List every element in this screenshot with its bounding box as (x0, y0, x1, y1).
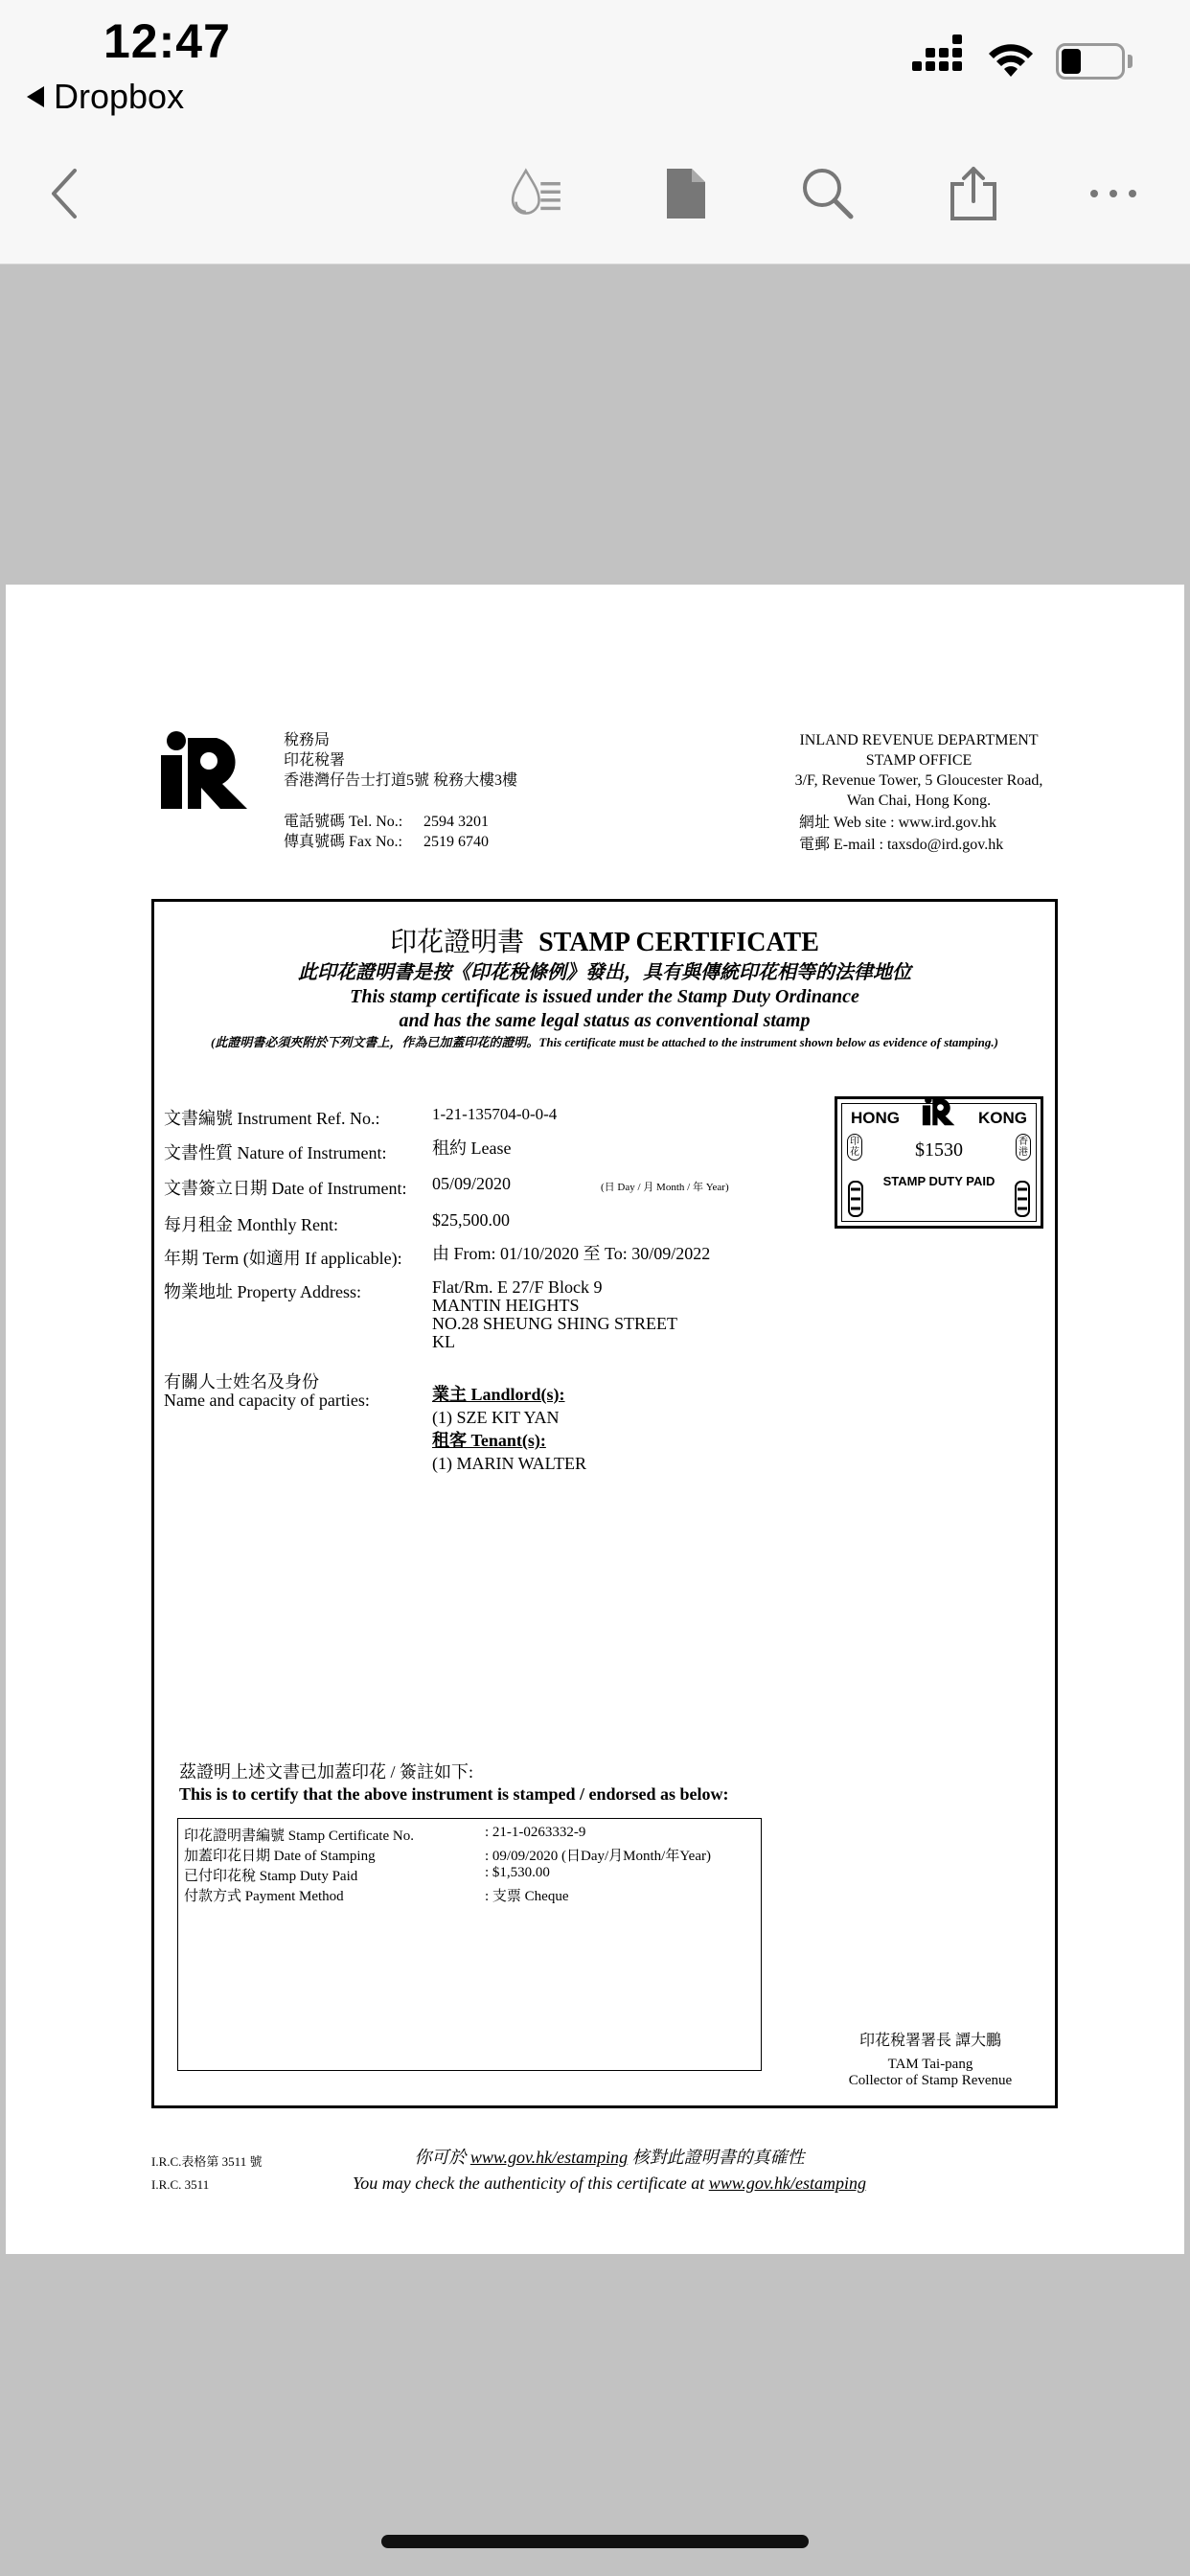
wifi-icon (987, 42, 1035, 80)
estamping-link[interactable]: www.gov.hk/estamping (708, 2174, 867, 2193)
stamp-ornament-icon (847, 1180, 864, 1218)
stamp-ornament-icon (1014, 1180, 1031, 1218)
stamp-logo-icon (922, 1095, 956, 1126)
detail-row: 付款方式 Payment Method : 支票 Cheque (184, 1889, 569, 1904)
authenticity-note: 你可於 www.gov.hk/estamping 核對此證明書的真確性 You may check the authenticity of this certificate at www.gov.hk/estamping (352, 2148, 867, 2193)
ird-logo (159, 728, 251, 811)
search-icon[interactable] (799, 163, 857, 224)
address-lines: Flat/Rm. E 27/F Block 9 MANTIN HEIGHTS NO.28 SHEUNG SHING STREET KL (432, 1277, 677, 1351)
tenant-name: (1) MARIN WALTER (432, 1454, 586, 1473)
tel-row: 電話號碼 Tel. No.: 2594 3201 (284, 814, 489, 830)
address-en-line1: 3/F, Revenue Tower, 5 Gloucester Road, (794, 772, 1043, 789)
collector-signature: 印花稅署署長 譚大鵬 TAM Tai-pang Collector of Stamp Revenue (848, 2033, 1013, 2088)
detail-row: 加蓋印花日期 Date of Stamping : 09/09/2020 (日Day/月Month/年Year) (184, 1849, 711, 1864)
landlord-name: (1) SZE KIT YAN (432, 1408, 560, 1427)
fax-row: 傳真號碼 Fax No.: 2519 6740 (284, 834, 489, 850)
estamping-link[interactable]: www.gov.hk/estamping (469, 2148, 629, 2167)
status-icons (912, 42, 1133, 80)
more-icon[interactable] (1085, 163, 1142, 224)
document-icon[interactable] (657, 163, 715, 224)
stamping-details-box (177, 1818, 762, 2071)
form-number: I.R.C.表格第 3511 號 I.R.C. 3511 (151, 2154, 263, 2192)
tenant-heading: 租客 Tenant(s): (432, 1431, 546, 1450)
markup-icon[interactable] (508, 163, 565, 224)
dept-name-en: INLAND REVENUE DEPARTMENT (799, 732, 1039, 748)
certify-statement: 茲證明上述文書已加蓋印花 / 簽註如下: This is to certify that the above instrument is stamped / endorsed as below: (179, 1762, 729, 1804)
email-line: 電郵 E-mail : taxsdo@ird.gov.hk (799, 837, 1004, 853)
status-time: 12:47 (103, 14, 231, 68)
certificate-note: (此證明書必須夾附於下列文書上，作為已加蓋印花的證明。This certificate must be attached to the instrument shown below as evidence of stamping.) (211, 1035, 998, 1049)
dept-name-cn: 稅務局 (284, 732, 331, 748)
landlord-heading: 業主 Landlord(s): (432, 1385, 565, 1404)
header-address-cn (284, 730, 517, 852)
battery-icon (1056, 43, 1133, 80)
detail-row: 已付印花稅 Stamp Duty Paid : $1,530.00 (184, 1865, 550, 1884)
office-name-cn: 印花稅署 (284, 752, 346, 769)
detail-row: 印花證明書編號 Stamp Certificate No. : 21-1-0263332-9 (184, 1825, 586, 1844)
back-triangle-icon (27, 86, 44, 107)
back-app-label: Dropbox (54, 77, 185, 116)
stamp-duty-paid-seal: HONG KONG 印花 香港 $1530 STAMP DUTY PAID (835, 1096, 1043, 1229)
back-chevron-icon[interactable] (34, 163, 92, 224)
home-indicator[interactable] (381, 2535, 809, 2548)
website-line: 網址 Web site : www.ird.gov.hk (799, 815, 996, 831)
certificate-subtitle: 此印花證明書是按《印花稅條例》發出，具有與傳統印花相等的法律地位 This stamp certificate is issued under the Stamp Duty Ordinance and has the same legal status as conventional stamp (298, 962, 911, 1031)
address-cn: 香港灣仔告士打道5號 稅務大樓3樓 (284, 772, 518, 789)
address-en-line2: Wan Chai, Hong Kong. (846, 793, 992, 809)
certificate-title: 印花證明書 STAMP CERTIFICATE (390, 928, 819, 957)
header-address-en (744, 730, 1094, 855)
document-page[interactable] (6, 585, 1184, 2254)
stamp-certificate: 印花證明書 STAMP CERTIFICATE 此印花證明書是按《印花稅條例》發出，具有與傳統印花相等的法律地位 This stamp certificate is issued under the Stamp Duty Ordinance and has the same legal status as conventional stamp (此證明書必須夾附於下列文書上，作為已加蓋印花的證明。This certificate must be attached to the instrument shown below as evidence of stamping.) 文書編號 Instrument Ref. No.: 1-21-135704-0-0-4 文書性質 Nature of Instrument: 租約 Lease 文書簽立日期 Date of Instrument: 05/09/2020 (日 Day / 月 Month / 年 Year) 每月租金 Monthly Rent: $25,500.00 年期 Term (如適用 If applicable): 由 From: 01/10/2020 至 To: 30/09/2022 物業地址 Property Address: Flat/Rm. E 27/F Block 9 MANTIN HEIGHTS NO.28 SHEUNG SHING STREET KL 有關人士姓名及身份 Name and capacity of parties: 業主 Landlord(s): (1) SZE KIT YAN 租客 Tenant(s): (1) MARIN WALTER HONG KONG 印花 香港 $1530 STAMP DUTY PAID 茲證明上述文書已加蓋印花 / 簽註如下: This is to certify that the above instrument is stamped / endorsed as below: 印花證明書編號 Stamp Certificate No. : 21-1-0263332-9 加蓋印花日期 Date of Stamping : 09/09/2020 (日Day/月Month/年Year) 已付印花稅 Stamp Duty Paid : $1,530.00 付款方式 Payment Method : 支票 Cheque 印花稅署署長 譚大鵬 TAM Tai-pang Collector of Stamp Revenue (151, 899, 1058, 2108)
top-bar (0, 0, 1190, 264)
cellular-signal-icon (912, 42, 966, 80)
office-name-en: STAMP OFFICE (865, 752, 973, 769)
share-icon[interactable] (945, 163, 1002, 224)
back-to-app-button[interactable] (27, 77, 184, 117)
